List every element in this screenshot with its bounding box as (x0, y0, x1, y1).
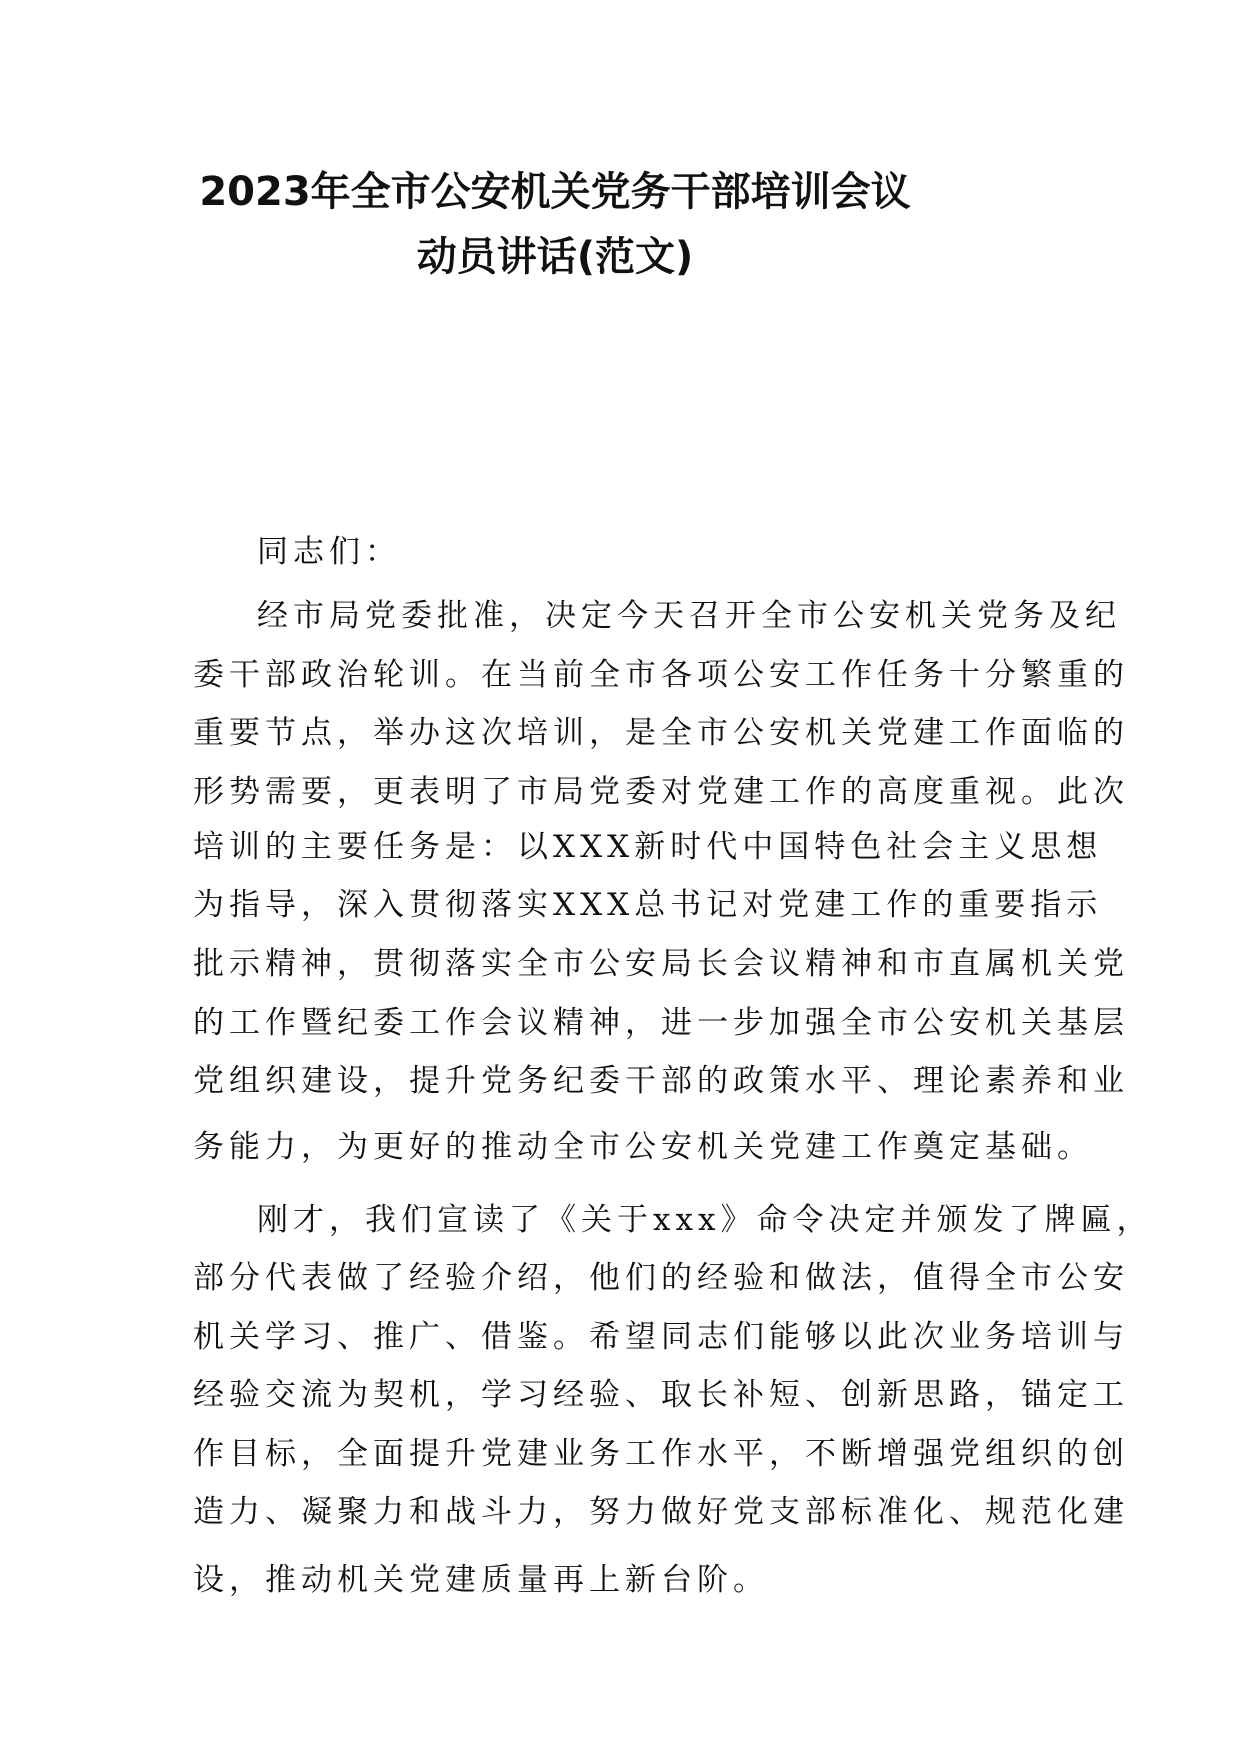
paragraph-1-line: 经市局党委批准，决定今天召开全市公安机关党务及纪 (257, 598, 1121, 634)
paragraph-1-line: 的工作暨纪委工作会议精神，进一步加强全市公安机关基层 (193, 1005, 1129, 1041)
document-title-line-2: 动员讲话(范文) (416, 234, 694, 280)
document-title-line-1: 2023年全市公安机关党务干部培训会议 (199, 169, 911, 215)
paragraph-2-line: 部分代表做了经验介绍，他们的经验和做法，值得全市公安 (193, 1260, 1129, 1296)
paragraph-1-line: 为指导，深入贯彻落实XXX总书记对党建工作的重要指示 (193, 887, 1103, 923)
paragraph-2-line: 作目标，全面提升党建业务工作水平，不断增强党组织的创 (193, 1436, 1129, 1472)
paragraph-1-line: 培训的主要任务是：以XXX新时代中国特色社会主义思想 (193, 829, 1103, 865)
paragraph-1-line: 党组织建设，提升党务纪委干部的政策水平、理论素养和业 (193, 1063, 1129, 1099)
paragraph-1-line: 形势需要，更表明了市局党委对党建工作的高度重视。此次 (193, 774, 1129, 810)
paragraph-2-line: 造力、凝聚力和战斗力，努力做好党支部标准化、规范化建 (193, 1494, 1129, 1530)
paragraph-2-line: 设，推动机关党建质量再上新台阶。 (193, 1562, 769, 1598)
paragraph-2-line: 经验交流为契机，学习经验、取长补短、创新思路，锚定工 (193, 1377, 1129, 1413)
salutation: 同志们： (257, 534, 401, 570)
paragraph-2-line: 机关学习、推广、借鉴。希望同志们能够以此次业务培训与 (193, 1319, 1129, 1355)
paragraph-1-line: 委干部政治轮训。在当前全市各项公安工作任务十分繁重的 (193, 657, 1129, 693)
paragraph-1-line: 重要节点，举办这次培训，是全市公安机关党建工作面临的 (193, 715, 1129, 751)
paragraph-2-line: 刚才，我们宣读了《关于xxx》命令决定并颁发了牌匾， (257, 1202, 1153, 1238)
paragraph-1-line: 务能力，为更好的推动全市公安机关党建工作奠定基础。 (193, 1129, 1093, 1165)
paragraph-1-line: 批示精神，贯彻落实全市公安局长会议精神和市直属机关党 (193, 946, 1129, 982)
